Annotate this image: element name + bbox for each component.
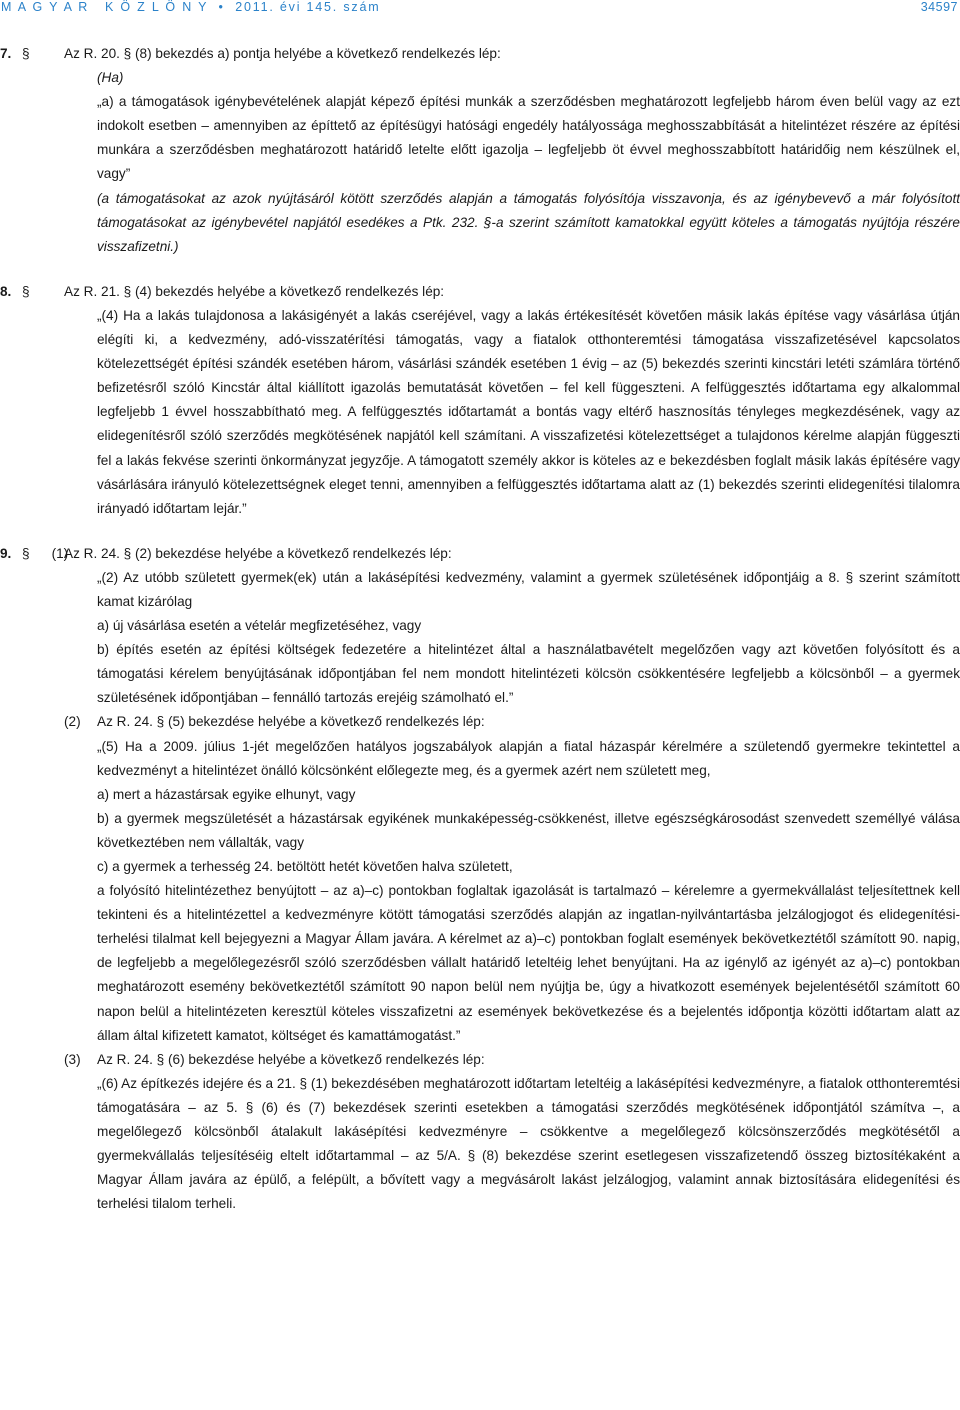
- paragraph-intro: Az R. 24. § (2) bekezdése helyébe a következő rendelkezés lép:: [64, 545, 452, 561]
- amendment-text: „(5) Ha a 2009. július 1-jét megelőzően hatályos jogszabályok alapján a fiatal házaspár kérelmére a születendő gyermekre tekintettel a kedvezményt a hitelintézet önálló kölcsönként előlegezte meg, és a gyermek azért nem született meg,: [97, 738, 960, 778]
- section-number: 7.: [0, 46, 12, 61]
- amendment-text: „(2) Az utóbb született gyermek(ek) után a lakásépítési kedvezmény, valamint a gyermek születésének időpontjáig a 8. § szerint számított kamat kizárólag: [97, 569, 960, 609]
- paragraph-number: (3): [64, 1051, 81, 1067]
- section-intro: Az R. 21. § (4) bekezdés helyébe a következő rendelkezés lép:: [64, 283, 445, 299]
- amendment-point-b: b) építés esetén az építési költségek fedezetére a hitelintézet által a használatbavételt megelőzően vagy azt követően folyósított és a támogatási kérelem benyújtásának időpontjában fel nem mondott hitelintézeti kölcsön csökkentésére legfeljebb a kölcsönből – a gyermek születésének időpontjában – fennálló tartozás erejéig számolható el.”: [97, 642, 960, 706]
- document-body: [0, 42, 960, 1216]
- running-header: [0, 0, 960, 24]
- section-symbol-glyph: §: [22, 545, 30, 561]
- paragraph-3: [0, 1048, 960, 1072]
- section-8: [0, 280, 960, 304]
- amendment-point-a: a) mert a házastársak egyike elhunyt, vagy: [97, 786, 356, 802]
- paragraph-2: [0, 710, 960, 734]
- paragraph-number: (2): [64, 714, 81, 730]
- amendment-point-b: b) a gyermek megszületését a házastársak egyikének munkaképesség-csökkenést, illetve egészségkárosodást szenvedett személlyé válása következtében nem vállalták, vagy: [97, 810, 960, 850]
- paragraph-intro: Az R. 24. § (6) bekezdése helyébe a következő rendelkezés lép:: [97, 1051, 485, 1067]
- section-symbol: §: [22, 46, 30, 61]
- journal-title: M A G Y A R K Ö Z L Ö N Y • 2011. évi 145. szám: [1, 0, 381, 14]
- ha-label: (Ha): [97, 70, 124, 86]
- page-number: 34597: [920, 0, 958, 14]
- section-7: [0, 42, 960, 66]
- section-symbol: [22, 542, 69, 566]
- section-number: 8.: [0, 283, 12, 299]
- section-intro: Az R. 20. § (8) bekezdés a) pontja helyébe a következő rendelkezés lép:: [64, 46, 501, 61]
- section-number: 9.: [0, 545, 12, 561]
- section-symbol: §: [22, 283, 30, 299]
- amendment-context: (a támogatásokat az azok nyújtásáról kötött szerződés alapján a támogatás folyósítója visszavonja, és az igénybevevő a már folyósított támogatásokat az igénybevétel napjától esedékes a Ptk. 232. §-a szerint számított kamatokkal együtt köteles a támogatás nyújtója részére visszafizetni.): [97, 190, 960, 254]
- amendment-text: „(6) Az építkezés idejére és a 21. § (1) bekezdésében meghatározott időtartam leteltéig a lakásépítési kedvezményre, a fiatalok otthonteremtési támogatására – az 5. § (6) és (7) bekezdések szerinti esetekben a támogatási szerződés megkötésének időpontjától számítva –, a megelőlegező kölcsönből átalakult lakásépítési kedvezményre – csökkentve a megelőlegező kölcsönszerződés megkötésétől a gyermekvállalás teljesítéséig eltelt időtartammal – az 5/A. § (8) bekezdése szerint esetlegesen visszafizetendő összeg biztosítékaként a Magyar Állam javára az épülő, a felépült, a bővített vagy a megvásárolt lakást jelzálogjog, valamint annak biztosítására elidegenítési és terhelési tilalom terheli.: [97, 1075, 960, 1212]
- amendment-point-a: a) új vásárlása esetén a vételár megfizetéséhez, vagy: [97, 618, 422, 634]
- amendment-closing: a folyósító hitelintézethez benyújtott – az a)–c) pontokban foglaltak igazolását is tartalmazó – kérelemre a gyermekvállalást teljesítettnek kell tekinteni és a hitelintézettel a kedvezményre kötött támogatási szerződés alapján az ingatlan-nyilvántartásba jelzálogjogot és elidegenítési-terhelési tilalmat kell bejegyezni a Magyar Állam javára. A kérelmet az a)–c) pontokban foglalt események bekövetkeztétől számított 90. napig, de legfeljebb a megelőlegezésről szóló szerződésben vállalt határidő leteltéig lehet benyújtani. Ha az igénylő az igényét az a)–c) pontokban meghatározott esemény bekövetkeztétől számított 90 napon belül nem nyújtja be, úgy a hivatkozott események bejelentésétől számított 60 napon belül a hitelintézeten keresztül köteles visszafizetni az események bekövetkezése és a bejelentés időpontja közötti időtartam alatt az állam által kifizetett kamatot, költséget és kamattámogatást.”: [97, 883, 960, 1043]
- paragraph-number: (1): [51, 545, 69, 561]
- amendment-text: „(4) Ha a lakás tulajdonosa a lakásigényét a lakás cseréjével, vagy a lakás értékesítését követően másik lakás építése vagy vásárlása útján elégíti ki, a kedvezmény, adó-visszatérítési támogatás, vagy a fiatalok otthonteremtési támogatása visszafizetésével kapcsolatos kötelezettségét építési szándék esetében három, vásárlási szándék esetében 1 évig – az (5) bekezdés szerinti kincstári letéti számlára történő befizetésről szóló Kincstár által kiállított igazolás bemutatását követően – fel kell függeszteni. A felfüggesztés időtartama egy alkalommal legfeljebb 1 évvel hosszabbítható meg. A felfüggesztés időtartamát a bontás vagy eltérő hasznosítás tényleges megkezdésének, vagy az elidegenítésről szóló szerződés megkötésének napjától kell számítani. A visszafizetési kötelezettséget a tulajdonos kérelme alapján függeszti fel a lakás fekvése szerinti önkormányzat jegyzője. A támogatott személy akkor is köteles az e bekezdésben foglalt másik lakás építésére vagy vásárlására irányuló kötelezettségnek eleget tenni, amennyiben a felfüggesztés időtartama alatt az (1) bekezdés szerinti elidegenítési tilalomra irányadó időtartam lejár.”: [97, 307, 960, 516]
- section-9: [0, 542, 960, 566]
- amendment-point-c: c) a gyermek a terhesség 24. betöltött hetét követően halva született,: [97, 859, 513, 874]
- amendment-text: „a) a támogatások igénybevételének alapját képező építési munkák a szerződésben meghatározott legfeljebb három éven belül vagy az ezt indokolt esetben – amennyiben az építtető az építésügyi hatósági engedély hatályossága meghosszabbítását a hitelintézet részére az építési munkára a szerződésben meghatározott határidő letelte előtt igazolja – legfeljebb öt évvel meghosszabbított határidőig nem készülnek el, vagy”: [97, 94, 960, 182]
- paragraph-intro: Az R. 24. § (5) bekezdése helyébe a következő rendelkezés lép:: [97, 714, 485, 730]
